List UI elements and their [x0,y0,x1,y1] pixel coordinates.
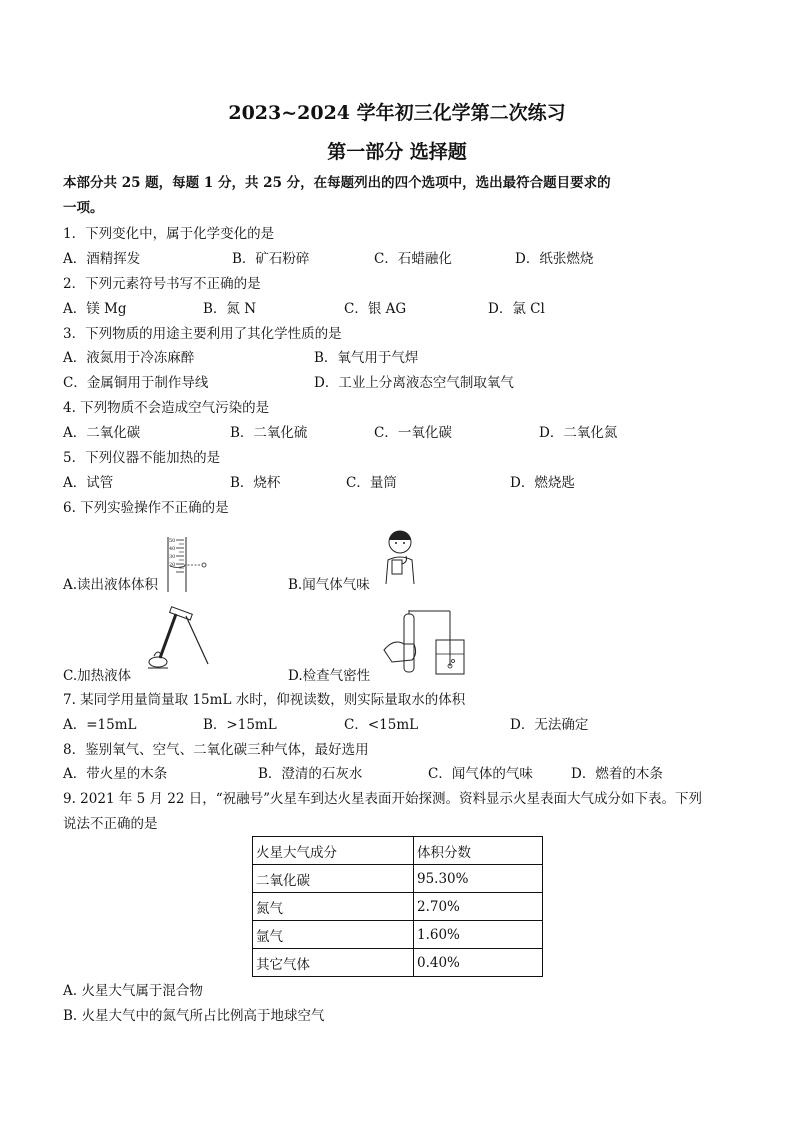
section-title: 第一部分 选择题 [327,141,467,163]
question-7-option-b: B．>15mL [203,717,277,733]
question-6-option-c: C.加热液体 [63,668,132,684]
table-cell: 2.70% [414,893,543,921]
question-5-option-b: B．烧杯 [230,475,281,491]
cylinder-tick-label: 50 [169,538,176,544]
question-7-option-d: D．无法确定 [510,717,589,733]
graduated-cylinder-figure [160,534,210,594]
question-5-option-a: A．试管 [63,475,114,491]
airtightness-check-figure [382,610,474,682]
question-9-stem: 9. 2021 年 5 月 22 日，“祝融号”火星车到达火星表面开始探测。资料显示火星表面大气成分如下表。下列 [63,791,703,807]
table-cell: 氩气 [253,921,414,949]
question-7-option-c: C．<15mL [344,717,419,733]
question-3-stem: 3．下列物质的用途主要利用了其化学性质的是 [63,326,342,342]
question-8-option-a: A．带火星的木条 [63,766,168,782]
question-2-stem: 2．下列元素符号书写不正确的是 [63,276,261,292]
instructions-line-1: 本部分共 25 题，每题 1 分，共 25 分，在每题列出的四个选项中，选出最符合题目要求的 [63,175,611,191]
table-cell: 氮气 [253,893,414,921]
question-7-option-a: A．=15mL [63,717,137,733]
question-6-option-d: D.检查气密性 [288,668,371,684]
heating-liquid-figure [140,606,212,670]
cylinder-tick-label: 40 [169,546,176,552]
question-2-option-c: C．银 AG [344,301,407,317]
smelling-gas-figure [378,528,422,586]
question-2-option-a: A．镁 Mg [63,301,127,317]
instructions-line-2: 一项。 [63,200,104,216]
question-1-option-d: D．纸张燃烧 [515,251,594,267]
question-5-option-d: D．燃烧匙 [510,475,575,491]
table-header-cell: 火星大气成分 [253,837,414,865]
table-cell: 其它气体 [253,949,414,977]
table-row [253,949,543,977]
question-9-option-a: A. 火星大气属于混合物 [63,983,203,999]
question-6-option-b: B.闻气体气味 [288,577,370,593]
question-5-stem: 5．下列仪器不能加热的是 [63,450,221,466]
question-6-option-a: A.读出液体体积 [63,577,159,593]
table-cell: 95.30% [414,865,543,893]
question-4-stem: 4. 下列物质不会造成空气污染的是 [63,400,270,416]
table-cell: 1.60% [414,921,543,949]
table-cell: 二氧化碳 [253,865,414,893]
table-row [253,921,543,949]
table-header-row [253,837,543,865]
question-5-option-c: C．量筒 [346,475,397,491]
question-4-option-d: D．二氧化氮 [539,425,618,441]
table-cell: 0.40% [414,949,543,977]
question-4-option-c: C．一氧化碳 [374,425,452,441]
question-2-option-d: D．氯 Cl [488,301,545,317]
question-4-option-b: B．二氧化硫 [230,425,308,441]
question-1-option-a: A．酒精挥发 [63,251,141,267]
question-8-option-d: D．燃着的木条 [571,766,663,782]
cylinder-tick-label: 20 [169,562,176,568]
question-1-option-c: C．石蜡融化 [374,251,452,267]
mars-atmosphere-table [252,836,543,977]
question-8-option-c: C．闻气体的气味 [428,766,533,782]
question-9-stem-continued: 说法不正确的是 [63,816,158,832]
question-3-option-b: B．氧气用于气焊 [314,350,419,366]
question-6-stem: 6. 下列实验操作不正确的是 [63,500,229,516]
question-3-option-a: A．液氮用于冷冻麻醉 [63,350,195,366]
question-8-stem: 8．鉴别氧气、空气、二氧化碳三种气体，最好选用 [63,742,369,758]
table-row [253,893,543,921]
question-9-option-b: B. 火星大气中的氮气所占比例高于地球空气 [63,1008,325,1024]
question-1-option-b: B．矿石粉碎 [232,251,310,267]
question-3-option-c: C．金属铜用于制作导线 [63,375,209,391]
question-7-stem: 7. 某同学用量筒量取 15mL 水时，仰视读数，则实际量取水的体积 [63,692,466,708]
question-4-option-a: A．二氧化碳 [63,425,141,441]
question-2-option-b: B．氮 N [203,301,257,317]
question-3-option-d: D．工业上分离液态空气制取氧气 [314,375,514,391]
exam-title: 2023~2024 学年初三化学第二次练习 [228,102,566,124]
table-row [253,865,543,893]
cylinder-tick-label: 30 [169,554,176,560]
table-header-cell: 体积分数 [414,837,543,865]
question-8-option-b: B．澄清的石灰水 [258,766,363,782]
question-1-stem: 1．下列变化中，属于化学变化的是 [63,226,275,242]
